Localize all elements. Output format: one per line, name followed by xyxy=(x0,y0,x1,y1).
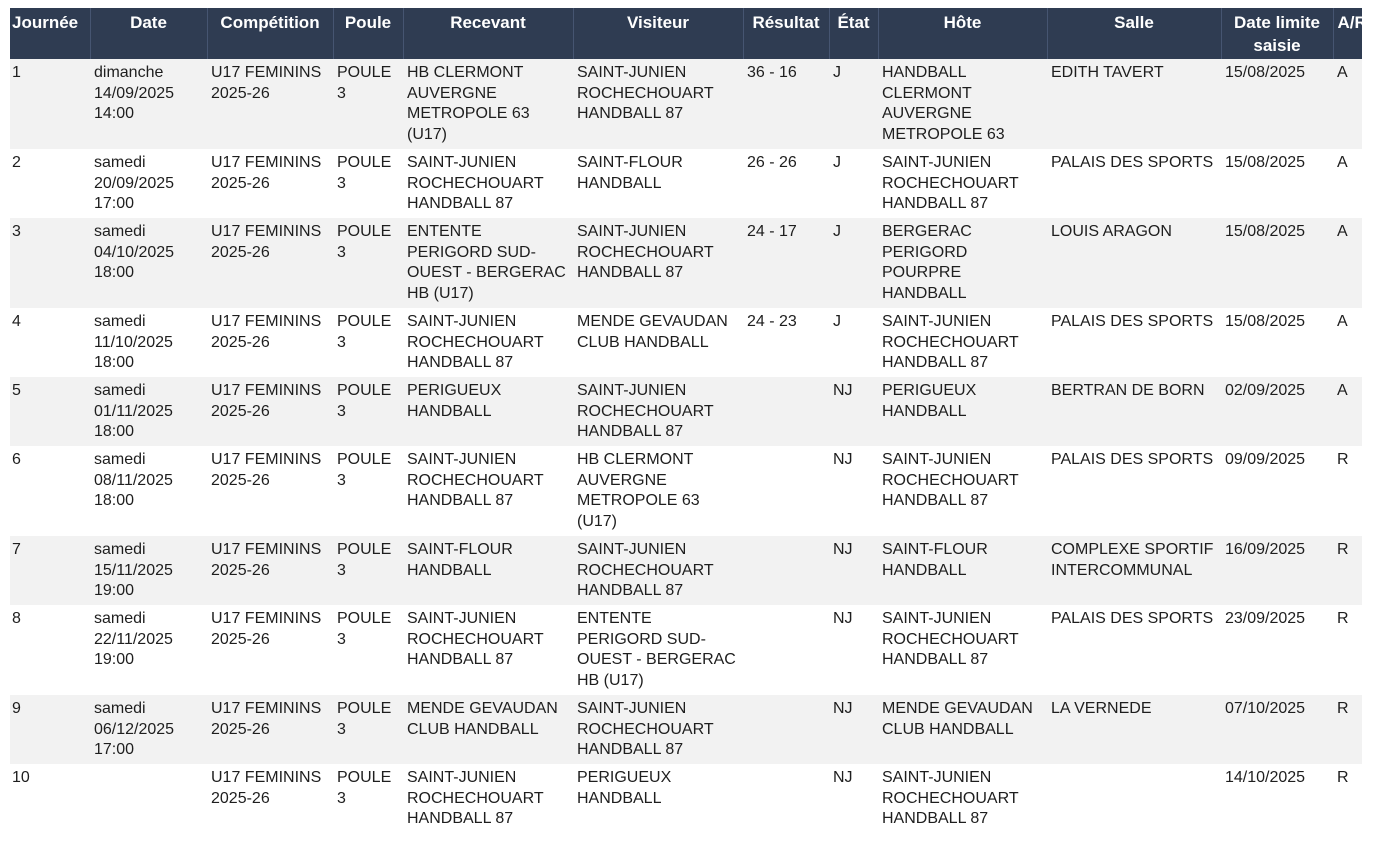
hote-cell: SAINT-JUNIEN ROCHECHOUART HANDBALL 87 xyxy=(878,764,1047,833)
etat-cell: J xyxy=(829,308,878,377)
competition-cell: U17 FEMININS 2025-26 xyxy=(207,764,333,833)
date-limite-cell: 23/09/2025 xyxy=(1221,605,1333,695)
hote-cell: HANDBALL CLERMONT AUVERGNE METROPOLE 63 xyxy=(878,59,1047,149)
poule-cell: POULE 3 xyxy=(333,536,403,605)
hote-cell: PERIGUEUX HANDBALL xyxy=(878,377,1047,446)
recevant-cell: SAINT-JUNIEN ROCHECHOUART HANDBALL 87 xyxy=(403,605,573,695)
header-row xyxy=(10,8,1362,59)
ar-cell: A xyxy=(1333,149,1362,218)
recevant-cell: SAINT-JUNIEN ROCHECHOUART HANDBALL 87 xyxy=(403,149,573,218)
competition-cell: U17 FEMININS 2025-26 xyxy=(207,149,333,218)
visiteur-cell: SAINT-JUNIEN ROCHECHOUART HANDBALL 87 xyxy=(573,59,743,149)
etat-cell: NJ xyxy=(829,605,878,695)
journee-cell: 2 xyxy=(10,149,90,218)
schedule-table xyxy=(10,8,1367,833)
hote-cell: MENDE GEVAUDAN CLUB HANDBALL xyxy=(878,695,1047,764)
visiteur-cell: SAINT-JUNIEN ROCHECHOUART HANDBALL 87 xyxy=(573,695,743,764)
competition-cell: U17 FEMININS 2025-26 xyxy=(207,605,333,695)
etat-cell: NJ xyxy=(829,536,878,605)
recevant-cell: SAINT-JUNIEN ROCHECHOUART HANDBALL 87 xyxy=(403,446,573,536)
date-limite-cell: 15/08/2025 xyxy=(1221,218,1333,308)
ar-cell: A xyxy=(1333,59,1362,149)
competition-cell: U17 FEMININS 2025-26 xyxy=(207,59,333,149)
competition-cell: U17 FEMININS 2025-26 xyxy=(207,218,333,308)
resultat-cell: 36 - 16 xyxy=(743,59,829,149)
resultat-cell xyxy=(743,446,829,536)
visiteur-cell: ENTENTE PERIGORD SUD-OUEST - BERGERAC HB (U17) xyxy=(573,605,743,695)
competition-cell: U17 FEMININS 2025-26 xyxy=(207,308,333,377)
header-ar[interactable]: A/R xyxy=(1333,8,1362,59)
header-competition[interactable]: Compétition xyxy=(207,8,333,59)
date-cell: samedi 15/11/2025 19:00 xyxy=(90,536,207,605)
hote-cell: SAINT-JUNIEN ROCHECHOUART HANDBALL 87 xyxy=(878,446,1047,536)
resultat-cell xyxy=(743,377,829,446)
date-cell: samedi 01/11/2025 18:00 xyxy=(90,377,207,446)
visiteur-cell: SAINT-FLOUR HANDBALL xyxy=(573,149,743,218)
table-row[interactable] xyxy=(10,149,1362,218)
header-resultat[interactable]: Résultat xyxy=(743,8,829,59)
etat-cell: J xyxy=(829,59,878,149)
poule-cell: POULE 3 xyxy=(333,59,403,149)
date-limite-cell: 15/08/2025 xyxy=(1221,149,1333,218)
table-row[interactable] xyxy=(10,377,1362,446)
etat-cell: J xyxy=(829,218,878,308)
hote-cell: SAINT-JUNIEN ROCHECHOUART HANDBALL 87 xyxy=(878,308,1047,377)
poule-cell: POULE 3 xyxy=(333,149,403,218)
hote-cell: SAINT-JUNIEN ROCHECHOUART HANDBALL 87 xyxy=(878,605,1047,695)
table-row[interactable] xyxy=(10,218,1362,308)
recevant-cell: SAINT-FLOUR HANDBALL xyxy=(403,536,573,605)
date-cell: dimanche 14/09/2025 14:00 xyxy=(90,59,207,149)
header-visiteur[interactable]: Visiteur xyxy=(573,8,743,59)
poule-cell: POULE 3 xyxy=(333,446,403,536)
recevant-cell: SAINT-JUNIEN ROCHECHOUART HANDBALL 87 xyxy=(403,308,573,377)
date-cell: samedi 08/11/2025 18:00 xyxy=(90,446,207,536)
visiteur-cell: SAINT-JUNIEN ROCHECHOUART HANDBALL 87 xyxy=(573,218,743,308)
date-limite-cell: 15/08/2025 xyxy=(1221,308,1333,377)
recevant-cell: ENTENTE PERIGORD SUD-OUEST - BERGERAC HB (U17) xyxy=(403,218,573,308)
etat-cell: J xyxy=(829,149,878,218)
etat-cell: NJ xyxy=(829,446,878,536)
etat-cell: NJ xyxy=(829,764,878,833)
poule-cell: POULE 3 xyxy=(333,764,403,833)
table-row[interactable] xyxy=(10,536,1362,605)
poule-cell: POULE 3 xyxy=(333,308,403,377)
salle-cell: LA VERNEDE xyxy=(1047,695,1221,764)
date-limite-cell: 07/10/2025 xyxy=(1221,695,1333,764)
table-row[interactable] xyxy=(10,446,1362,536)
recevant-cell: MENDE GEVAUDAN CLUB HANDBALL xyxy=(403,695,573,764)
ar-cell: A xyxy=(1333,308,1362,377)
journee-cell: 5 xyxy=(10,377,90,446)
header-recevant[interactable]: Recevant xyxy=(403,8,573,59)
header-date[interactable]: Date xyxy=(90,8,207,59)
poule-cell: POULE 3 xyxy=(333,377,403,446)
competition-cell: U17 FEMININS 2025-26 xyxy=(207,536,333,605)
table-row[interactable] xyxy=(10,59,1362,149)
hote-cell: BERGERAC PERIGORD POURPRE HANDBALL xyxy=(878,218,1047,308)
recevant-cell: HB CLERMONT AUVERGNE METROPOLE 63 (U17) xyxy=(403,59,573,149)
resultat-cell: 24 - 23 xyxy=(743,308,829,377)
date-cell: samedi 04/10/2025 18:00 xyxy=(90,218,207,308)
recevant-cell: SAINT-JUNIEN ROCHECHOUART HANDBALL 87 xyxy=(403,764,573,833)
table-row[interactable] xyxy=(10,695,1362,764)
ar-cell: R xyxy=(1333,695,1362,764)
resultat-cell xyxy=(743,605,829,695)
schedule-table-container xyxy=(10,8,1367,833)
competition-cell: U17 FEMININS 2025-26 xyxy=(207,377,333,446)
ar-cell: R xyxy=(1333,536,1362,605)
salle-cell xyxy=(1047,764,1221,833)
poule-cell: POULE 3 xyxy=(333,218,403,308)
poule-cell: POULE 3 xyxy=(333,605,403,695)
date-limite-cell: 15/08/2025 xyxy=(1221,59,1333,149)
header-etat[interactable]: État xyxy=(829,8,878,59)
date-limite-cell: 09/09/2025 xyxy=(1221,446,1333,536)
date-cell: samedi 22/11/2025 19:00 xyxy=(90,605,207,695)
competition-cell: U17 FEMININS 2025-26 xyxy=(207,695,333,764)
visiteur-cell: PERIGUEUX HANDBALL xyxy=(573,764,743,833)
journee-cell: 4 xyxy=(10,308,90,377)
resultat-cell: 26 - 26 xyxy=(743,149,829,218)
etat-cell: NJ xyxy=(829,377,878,446)
journee-cell: 1 xyxy=(10,59,90,149)
table-row[interactable] xyxy=(10,605,1362,695)
journee-cell: 8 xyxy=(10,605,90,695)
date-limite-cell: 14/10/2025 xyxy=(1221,764,1333,833)
etat-cell: NJ xyxy=(829,695,878,764)
table-row[interactable] xyxy=(10,308,1362,377)
ar-cell: R xyxy=(1333,605,1362,695)
salle-cell: LOUIS ARAGON xyxy=(1047,218,1221,308)
header-salle[interactable]: Salle xyxy=(1047,8,1221,59)
journee-cell: 7 xyxy=(10,536,90,605)
table-row[interactable] xyxy=(10,764,1362,833)
visiteur-cell: MENDE GEVAUDAN CLUB HANDBALL xyxy=(573,308,743,377)
table-header xyxy=(10,8,1367,59)
journee-cell: 6 xyxy=(10,446,90,536)
visiteur-cell: HB CLERMONT AUVERGNE METROPOLE 63 (U17) xyxy=(573,446,743,536)
competition-cell: U17 FEMININS 2025-26 xyxy=(207,446,333,536)
ar-cell: A xyxy=(1333,377,1362,446)
salle-cell: PALAIS DES SPORTS xyxy=(1047,605,1221,695)
date-cell: samedi 20/09/2025 17:00 xyxy=(90,149,207,218)
hote-cell: SAINT-FLOUR HANDBALL xyxy=(878,536,1047,605)
ar-cell: A xyxy=(1333,218,1362,308)
header-date-limite[interactable]: Date limite saisie xyxy=(1221,8,1333,59)
visiteur-cell: SAINT-JUNIEN ROCHECHOUART HANDBALL 87 xyxy=(573,536,743,605)
resultat-cell xyxy=(743,764,829,833)
date-cell xyxy=(90,764,207,833)
resultat-cell: 24 - 17 xyxy=(743,218,829,308)
header-journee[interactable]: Journée xyxy=(10,8,90,59)
resultat-cell xyxy=(743,536,829,605)
journee-cell: 3 xyxy=(10,218,90,308)
salle-cell: COMPLEXE SPORTIF INTERCOMMUNAL xyxy=(1047,536,1221,605)
visiteur-cell: SAINT-JUNIEN ROCHECHOUART HANDBALL 87 xyxy=(573,377,743,446)
resultat-cell xyxy=(743,695,829,764)
date-limite-cell: 02/09/2025 xyxy=(1221,377,1333,446)
date-cell: samedi 11/10/2025 18:00 xyxy=(90,308,207,377)
salle-cell: PALAIS DES SPORTS xyxy=(1047,446,1221,536)
journee-cell: 9 xyxy=(10,695,90,764)
header-poule[interactable]: Poule xyxy=(333,8,403,59)
ar-cell: R xyxy=(1333,764,1362,833)
journee-cell: 10 xyxy=(10,764,90,833)
salle-cell: PALAIS DES SPORTS xyxy=(1047,308,1221,377)
salle-cell: PALAIS DES SPORTS xyxy=(1047,149,1221,218)
date-cell: samedi 06/12/2025 17:00 xyxy=(90,695,207,764)
salle-cell: EDITH TAVERT xyxy=(1047,59,1221,149)
header-hote[interactable]: Hôte xyxy=(878,8,1047,59)
poule-cell: POULE 3 xyxy=(333,695,403,764)
table-body xyxy=(10,59,1362,833)
salle-cell: BERTRAN DE BORN xyxy=(1047,377,1221,446)
ar-cell: R xyxy=(1333,446,1362,536)
date-limite-cell: 16/09/2025 xyxy=(1221,536,1333,605)
recevant-cell: PERIGUEUX HANDBALL xyxy=(403,377,573,446)
hote-cell: SAINT-JUNIEN ROCHECHOUART HANDBALL 87 xyxy=(878,149,1047,218)
